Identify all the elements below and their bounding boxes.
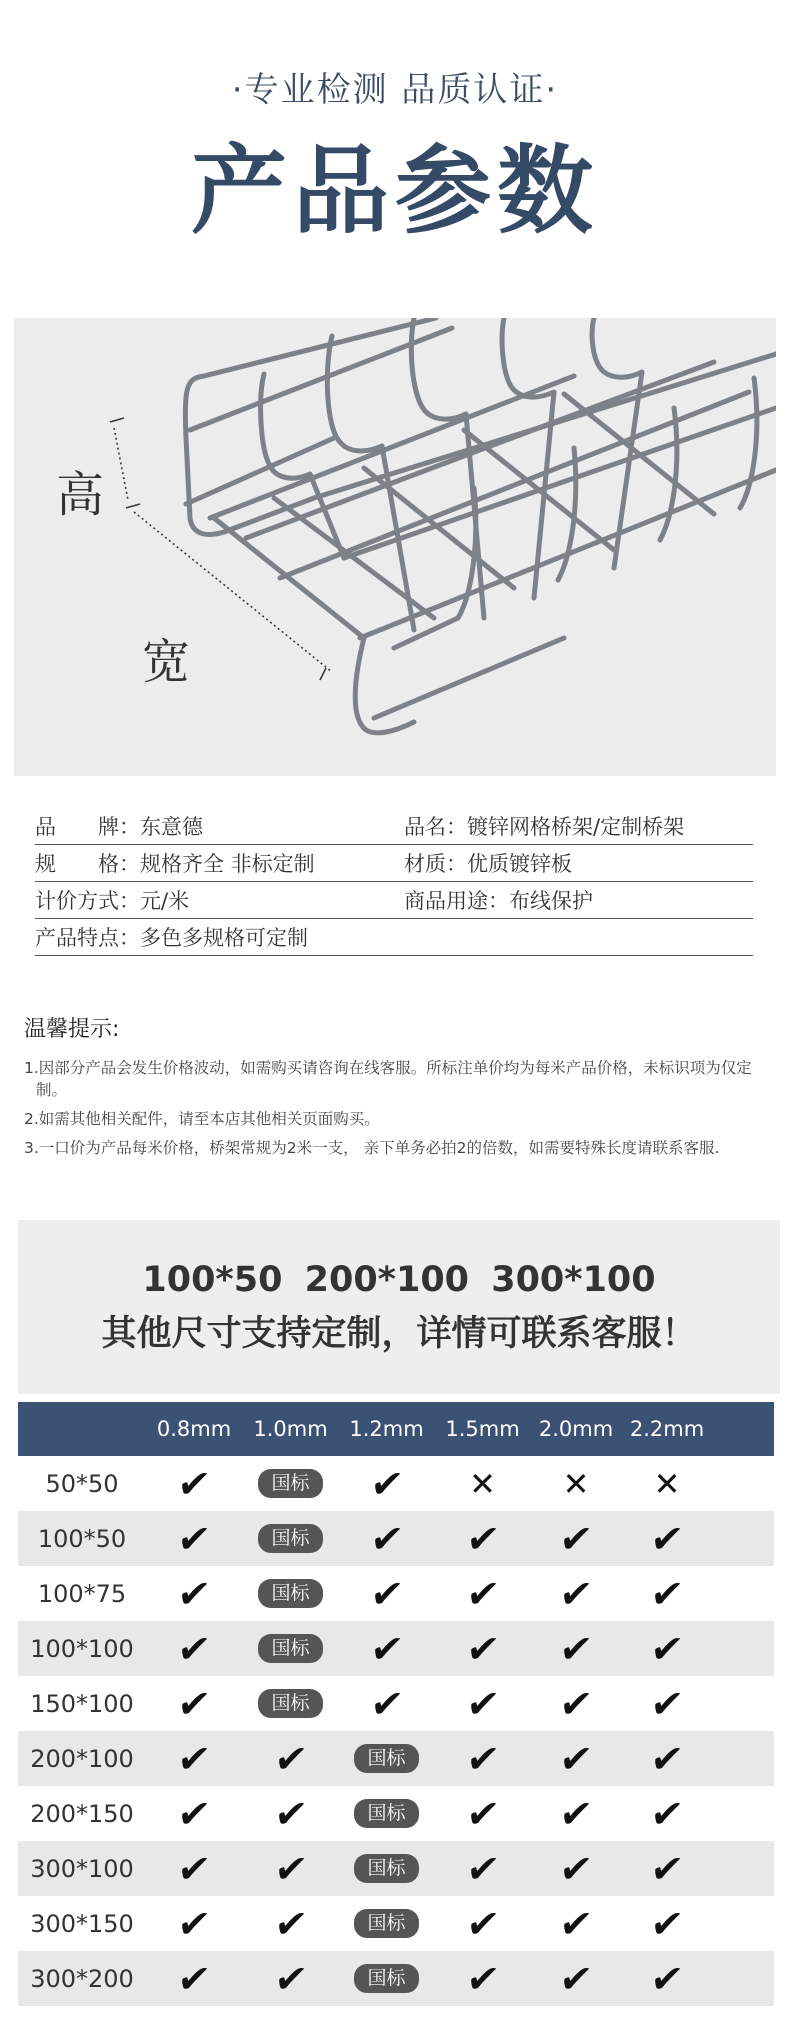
availability-cell [242, 1511, 339, 1566]
availability-cell [531, 1786, 621, 1841]
national-standard-badge: 国标 [258, 1469, 322, 1498]
table-row [18, 1951, 774, 2006]
national-standard-badge: 国标 [354, 1909, 418, 1938]
size-cell: 200*150 [30, 1799, 134, 1828]
availability-cell [242, 1731, 339, 1786]
table-header-cell: 0.8mm [156, 1417, 232, 1441]
availability-cell [339, 1621, 434, 1676]
size-banner [18, 1220, 780, 1394]
national-standard-badge: 国标 [354, 1744, 418, 1773]
availability-cell [146, 1676, 242, 1731]
check-icon: ✔ [556, 1681, 596, 1726]
size-cell: 300*150 [30, 1909, 134, 1938]
availability-cell [434, 1456, 531, 1511]
national-standard-badge: 国标 [258, 1524, 322, 1553]
table-row [18, 1841, 774, 1896]
spec-value: 镀锌网格桥架/定制桥架 [467, 815, 685, 839]
availability-cell [146, 1511, 242, 1566]
availability-cell [531, 1841, 621, 1896]
width-label: 宽 [142, 634, 191, 690]
availability-cell [339, 1456, 434, 1511]
availability-cell [146, 1731, 242, 1786]
check-icon: ✔ [174, 1736, 214, 1781]
check-icon: ✔ [271, 1791, 310, 1836]
availability-cell [531, 1621, 621, 1676]
spec-row [35, 882, 753, 919]
check-icon: ✔ [463, 1901, 502, 1946]
availability-cell [146, 1786, 242, 1841]
tips-title: 温馨提示: [24, 1017, 120, 1042]
cross-icon: ✕ [562, 1464, 590, 1503]
size-cell: 300*100 [30, 1854, 134, 1883]
table-row [18, 1621, 774, 1676]
check-icon: ✔ [367, 1626, 406, 1671]
availability-cell [621, 1566, 713, 1621]
spec-value: 布线保护 [509, 889, 593, 913]
custom-size-note: 其他尺寸支持定制，详情可联系客服！ [101, 1314, 697, 1354]
table-header-cell: 1.2mm [349, 1417, 424, 1441]
availability-cell [434, 1566, 531, 1621]
availability-cell [242, 1896, 339, 1951]
size-cell: 150*100 [30, 1689, 134, 1718]
check-icon: ✔ [463, 1791, 502, 1836]
check-icon: ✔ [174, 1516, 214, 1561]
size-list: 100*50 200*100 300*100 [142, 1260, 656, 1300]
check-icon: ✔ [556, 1571, 596, 1616]
availability-cell [146, 1621, 242, 1676]
spec-row [35, 808, 753, 845]
availability-cell [621, 1676, 713, 1731]
height-label: 高 [56, 467, 105, 523]
tip-item: 1.因部分产品会发生价格波动，如需购买请咨询在线客服。所标注单价均为每米产品价格，未标识项为仅定制。 [24, 1059, 752, 1099]
availability-cell [531, 1676, 621, 1731]
availability-cell [434, 1731, 531, 1786]
availability-cell [531, 1731, 621, 1786]
table-row [18, 1786, 774, 1841]
availability-cell [621, 1951, 713, 2006]
availability-cell [339, 1731, 434, 1786]
check-icon: ✔ [174, 1571, 214, 1616]
check-icon: ✔ [367, 1571, 406, 1616]
tip-item: 3.一口价为产品每米价格，桥架常规为2米一支， 亲下单务必拍2的倍数，如需要特殊长度请联系客服. [24, 1139, 720, 1157]
spec-key: 商品用途： [404, 889, 509, 913]
check-icon: ✔ [556, 1791, 596, 1836]
table-row [18, 1456, 774, 1511]
availability-cell [339, 1511, 434, 1566]
check-icon: ✔ [463, 1681, 502, 1726]
spec-key: 产品特点： [35, 926, 140, 950]
header-subtitle: ·专业检测 品质认证· [231, 70, 559, 110]
check-icon: ✔ [647, 1846, 687, 1891]
availability-cell [242, 1786, 339, 1841]
availability-cell [434, 1511, 531, 1566]
national-standard-badge: 国标 [258, 1689, 322, 1718]
check-icon: ✔ [647, 1901, 687, 1946]
spec-value: 元/米 [140, 889, 190, 913]
table-header [18, 1402, 774, 1456]
availability-cell [621, 1896, 713, 1951]
spec-value: 东意德 [140, 815, 203, 839]
table-header-cell: 2.0mm [538, 1417, 614, 1441]
availability-cell [146, 1896, 242, 1951]
check-icon: ✔ [463, 1516, 502, 1561]
national-standard-badge: 国标 [354, 1799, 418, 1828]
availability-cell [339, 1951, 434, 2006]
check-icon: ✔ [174, 1461, 214, 1506]
national-standard-badge: 国标 [354, 1964, 418, 1993]
check-icon: ✔ [556, 1846, 596, 1891]
availability-cell [531, 1456, 621, 1511]
check-icon: ✔ [463, 1956, 502, 2001]
availability-cell [242, 1841, 339, 1896]
size-thickness-table [18, 1402, 774, 2006]
availability-cell [434, 1896, 531, 1951]
availability-cell [146, 1456, 242, 1511]
availability-cell [339, 1786, 434, 1841]
check-icon: ✔ [271, 1956, 310, 2001]
check-icon: ✔ [174, 1901, 214, 1946]
availability-cell [531, 1951, 621, 2006]
spec-value: 优质镀锌板 [467, 852, 572, 876]
check-icon: ✔ [556, 1516, 596, 1561]
table-row [18, 1731, 774, 1786]
spec-value: 多色多规格可定制 [140, 926, 308, 950]
size-cell: 100*75 [37, 1579, 127, 1608]
availability-cell [621, 1841, 713, 1896]
availability-cell [339, 1841, 434, 1896]
size-cell: 100*100 [30, 1634, 134, 1663]
availability-cell [621, 1731, 713, 1786]
check-icon: ✔ [271, 1846, 310, 1891]
availability-cell [434, 1621, 531, 1676]
check-icon: ✔ [556, 1901, 596, 1946]
cable-tray-illustration [14, 318, 776, 776]
availability-cell [621, 1621, 713, 1676]
availability-cell [242, 1621, 339, 1676]
check-icon: ✔ [174, 1791, 214, 1836]
check-icon: ✔ [556, 1956, 596, 2001]
check-icon: ✔ [367, 1461, 406, 1506]
availability-cell [434, 1676, 531, 1731]
availability-cell [434, 1841, 531, 1896]
availability-cell [242, 1566, 339, 1621]
availability-cell [339, 1566, 434, 1621]
spec-key: 品名： [404, 815, 467, 839]
cross-icon: ✕ [469, 1464, 496, 1503]
availability-cell [242, 1456, 339, 1511]
availability-cell [531, 1566, 621, 1621]
national-standard-badge: 国标 [354, 1854, 418, 1883]
check-icon: ✔ [463, 1736, 502, 1781]
check-icon: ✔ [463, 1626, 502, 1671]
check-icon: ✔ [556, 1736, 596, 1781]
spec-list [35, 808, 753, 956]
product-photo [14, 318, 776, 776]
tips-section [24, 1012, 764, 1166]
check-icon: ✔ [174, 1956, 214, 2001]
check-icon: ✔ [174, 1846, 214, 1891]
spec-key: 材质： [404, 852, 467, 876]
table-row [18, 1676, 774, 1731]
spec-row [35, 919, 753, 956]
table-header-cell: 1.5mm [445, 1417, 520, 1441]
availability-cell [434, 1786, 531, 1841]
availability-cell [621, 1456, 713, 1511]
spec-row [35, 845, 753, 882]
table-row [18, 1566, 774, 1621]
table-body [18, 1456, 774, 2006]
check-icon: ✔ [174, 1681, 214, 1726]
availability-cell [146, 1566, 242, 1621]
check-icon: ✔ [647, 1626, 687, 1671]
availability-cell [434, 1951, 531, 2006]
check-icon: ✔ [647, 1571, 687, 1616]
check-icon: ✔ [367, 1516, 406, 1561]
check-icon: ✔ [463, 1571, 502, 1616]
spec-key: 规 格： [35, 852, 140, 876]
check-icon: ✔ [174, 1626, 214, 1671]
table-row [18, 1511, 774, 1566]
check-icon: ✔ [647, 1681, 687, 1726]
availability-cell [531, 1896, 621, 1951]
availability-cell [531, 1511, 621, 1566]
availability-cell [242, 1676, 339, 1731]
check-icon: ✔ [647, 1736, 687, 1781]
availability-cell [621, 1786, 713, 1841]
check-icon: ✔ [271, 1736, 310, 1781]
national-standard-badge: 国标 [258, 1634, 322, 1663]
availability-cell [621, 1511, 713, 1566]
check-icon: ✔ [271, 1901, 310, 1946]
availability-cell [339, 1896, 434, 1951]
spec-key: 品 牌： [35, 815, 140, 839]
cross-icon: ✕ [653, 1464, 681, 1503]
spec-value: 规格齐全 非标定制 [140, 852, 315, 876]
table-header-cell: 2.2mm [629, 1417, 705, 1441]
check-icon: ✔ [463, 1846, 502, 1891]
availability-cell [339, 1676, 434, 1731]
availability-cell [146, 1951, 242, 2006]
check-icon: ✔ [647, 1791, 687, 1836]
check-icon: ✔ [647, 1516, 687, 1561]
size-cell: 50*50 [45, 1469, 119, 1498]
spec-key: 计价方式： [35, 889, 140, 913]
table-header-cell: 1.0mm [253, 1417, 328, 1441]
check-icon: ✔ [556, 1626, 596, 1671]
availability-cell [146, 1841, 242, 1896]
header-title: 产品参数 [191, 135, 599, 247]
tip-item: 2.如需其他相关配件，请至本店其他相关页面购买。 [24, 1110, 380, 1128]
size-cell: 300*200 [30, 1964, 134, 1993]
check-icon: ✔ [647, 1956, 687, 2001]
check-icon: ✔ [367, 1681, 406, 1726]
national-standard-badge: 国标 [258, 1579, 322, 1608]
size-cell: 200*100 [30, 1744, 134, 1773]
size-cell: 100*50 [37, 1524, 127, 1553]
availability-cell [242, 1951, 339, 2006]
table-row [18, 1896, 774, 1951]
